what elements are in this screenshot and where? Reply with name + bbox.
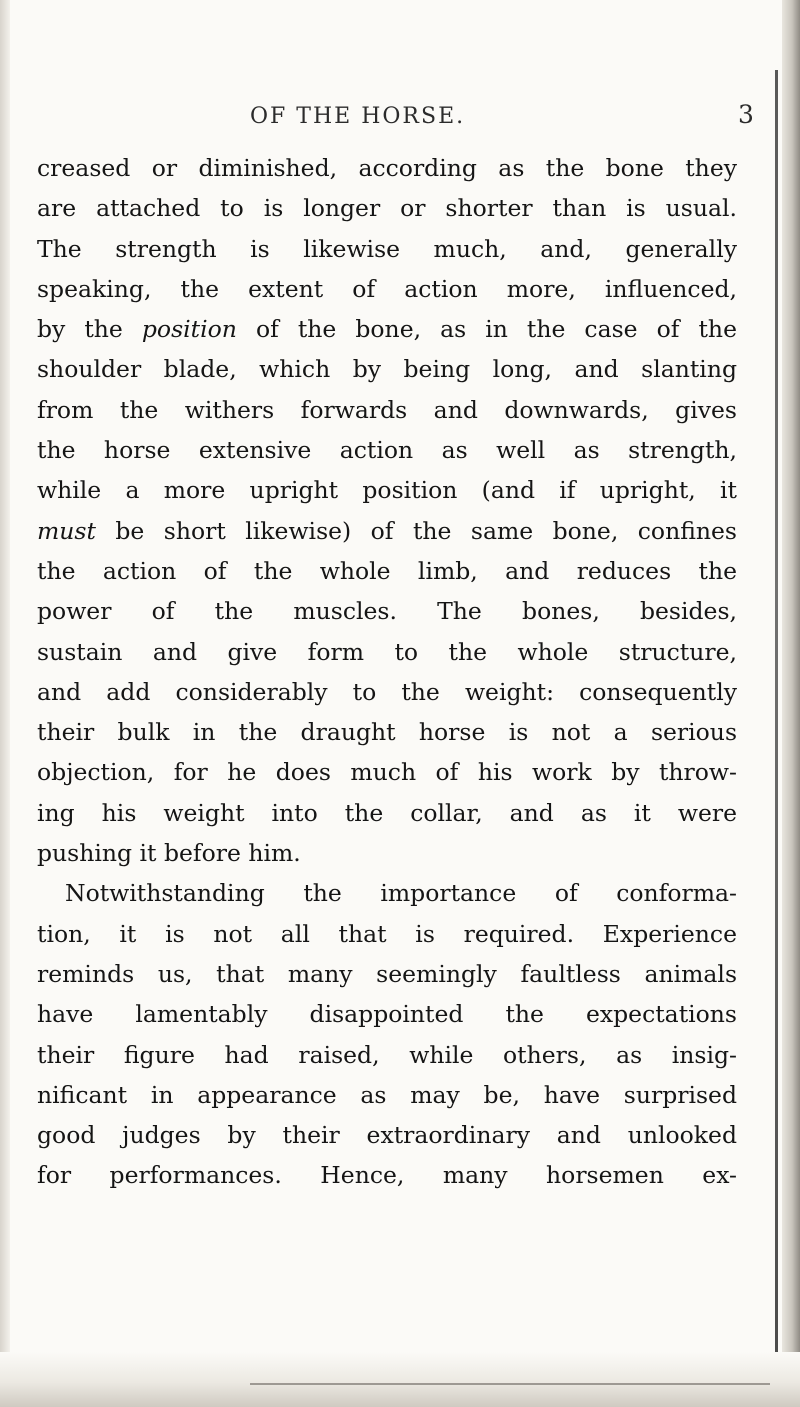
text-line: reminds us, that many seemingly faultless animals — [37, 959, 737, 988]
text-segment: be short likewise) of the same bone, confines — [115, 516, 737, 545]
text-segment: by the — [37, 315, 123, 344]
running-header: OF THE HORSE. — [250, 104, 466, 129]
text-line: from the withers forwards and downwards, gives — [37, 395, 737, 424]
page-bottom-edge — [0, 1352, 800, 1407]
italic-word: must — [37, 516, 96, 545]
bottom-edge-line — [250, 1383, 770, 1385]
text-line: tion, it is not all that is required. Experience — [37, 919, 737, 948]
text-line: their figure had raised, while others, as insig- — [37, 1040, 737, 1069]
text-line: shoulder blade, which by being long, and slanting — [37, 355, 737, 384]
text-line: are attached to is longer or shorter than is usual. — [37, 194, 737, 223]
body-text — [37, 148, 737, 1196]
page-number: 3 — [738, 100, 754, 129]
text-line: pushing it before him. — [37, 839, 301, 868]
text-line: for performances. Hence, many horsemen ex- — [37, 1161, 737, 1190]
page-right-edge — [782, 0, 800, 1407]
text-line: nificant in appearance as may be, have surprised — [37, 1080, 737, 1109]
text-line — [37, 309, 737, 349]
page-left-shadow — [0, 0, 10, 1407]
text-segment: of the bone, as in the case of the — [255, 315, 737, 344]
text-line: good judges by their extraordinary and unlooked — [37, 1121, 737, 1150]
text-line: Notwithstanding the importance of conforma- — [65, 879, 737, 908]
text-line: power of the muscles. The bones, besides, — [37, 597, 737, 626]
binding-edge-line — [775, 70, 778, 1360]
text-line: have lamentably disappointed the expectations — [37, 1000, 737, 1029]
text-line: while a more upright position (and if upright, it — [37, 476, 737, 505]
text-line: objection, for he does much of his work by throw- — [37, 758, 737, 787]
text-line: ing his weight into the collar, and as it were — [37, 798, 737, 827]
text-line: and add considerably to the weight: consequently — [37, 677, 737, 706]
text-line — [37, 511, 737, 551]
text-line: speaking, the extent of action more, influenced, — [37, 274, 737, 303]
text-line: creased or diminished, according as the bone they — [37, 154, 737, 182]
text-line: The strength is likewise much, and, generally — [37, 234, 737, 263]
text-line: the horse extensive action as well as strength, — [37, 436, 737, 465]
text-line: sustain and give form to the whole structure, — [37, 637, 737, 666]
italic-word: position — [141, 315, 237, 344]
text-line: the action of the whole limb, and reduces the — [37, 556, 737, 585]
text-line: their bulk in the draught horse is not a serious — [37, 718, 737, 747]
